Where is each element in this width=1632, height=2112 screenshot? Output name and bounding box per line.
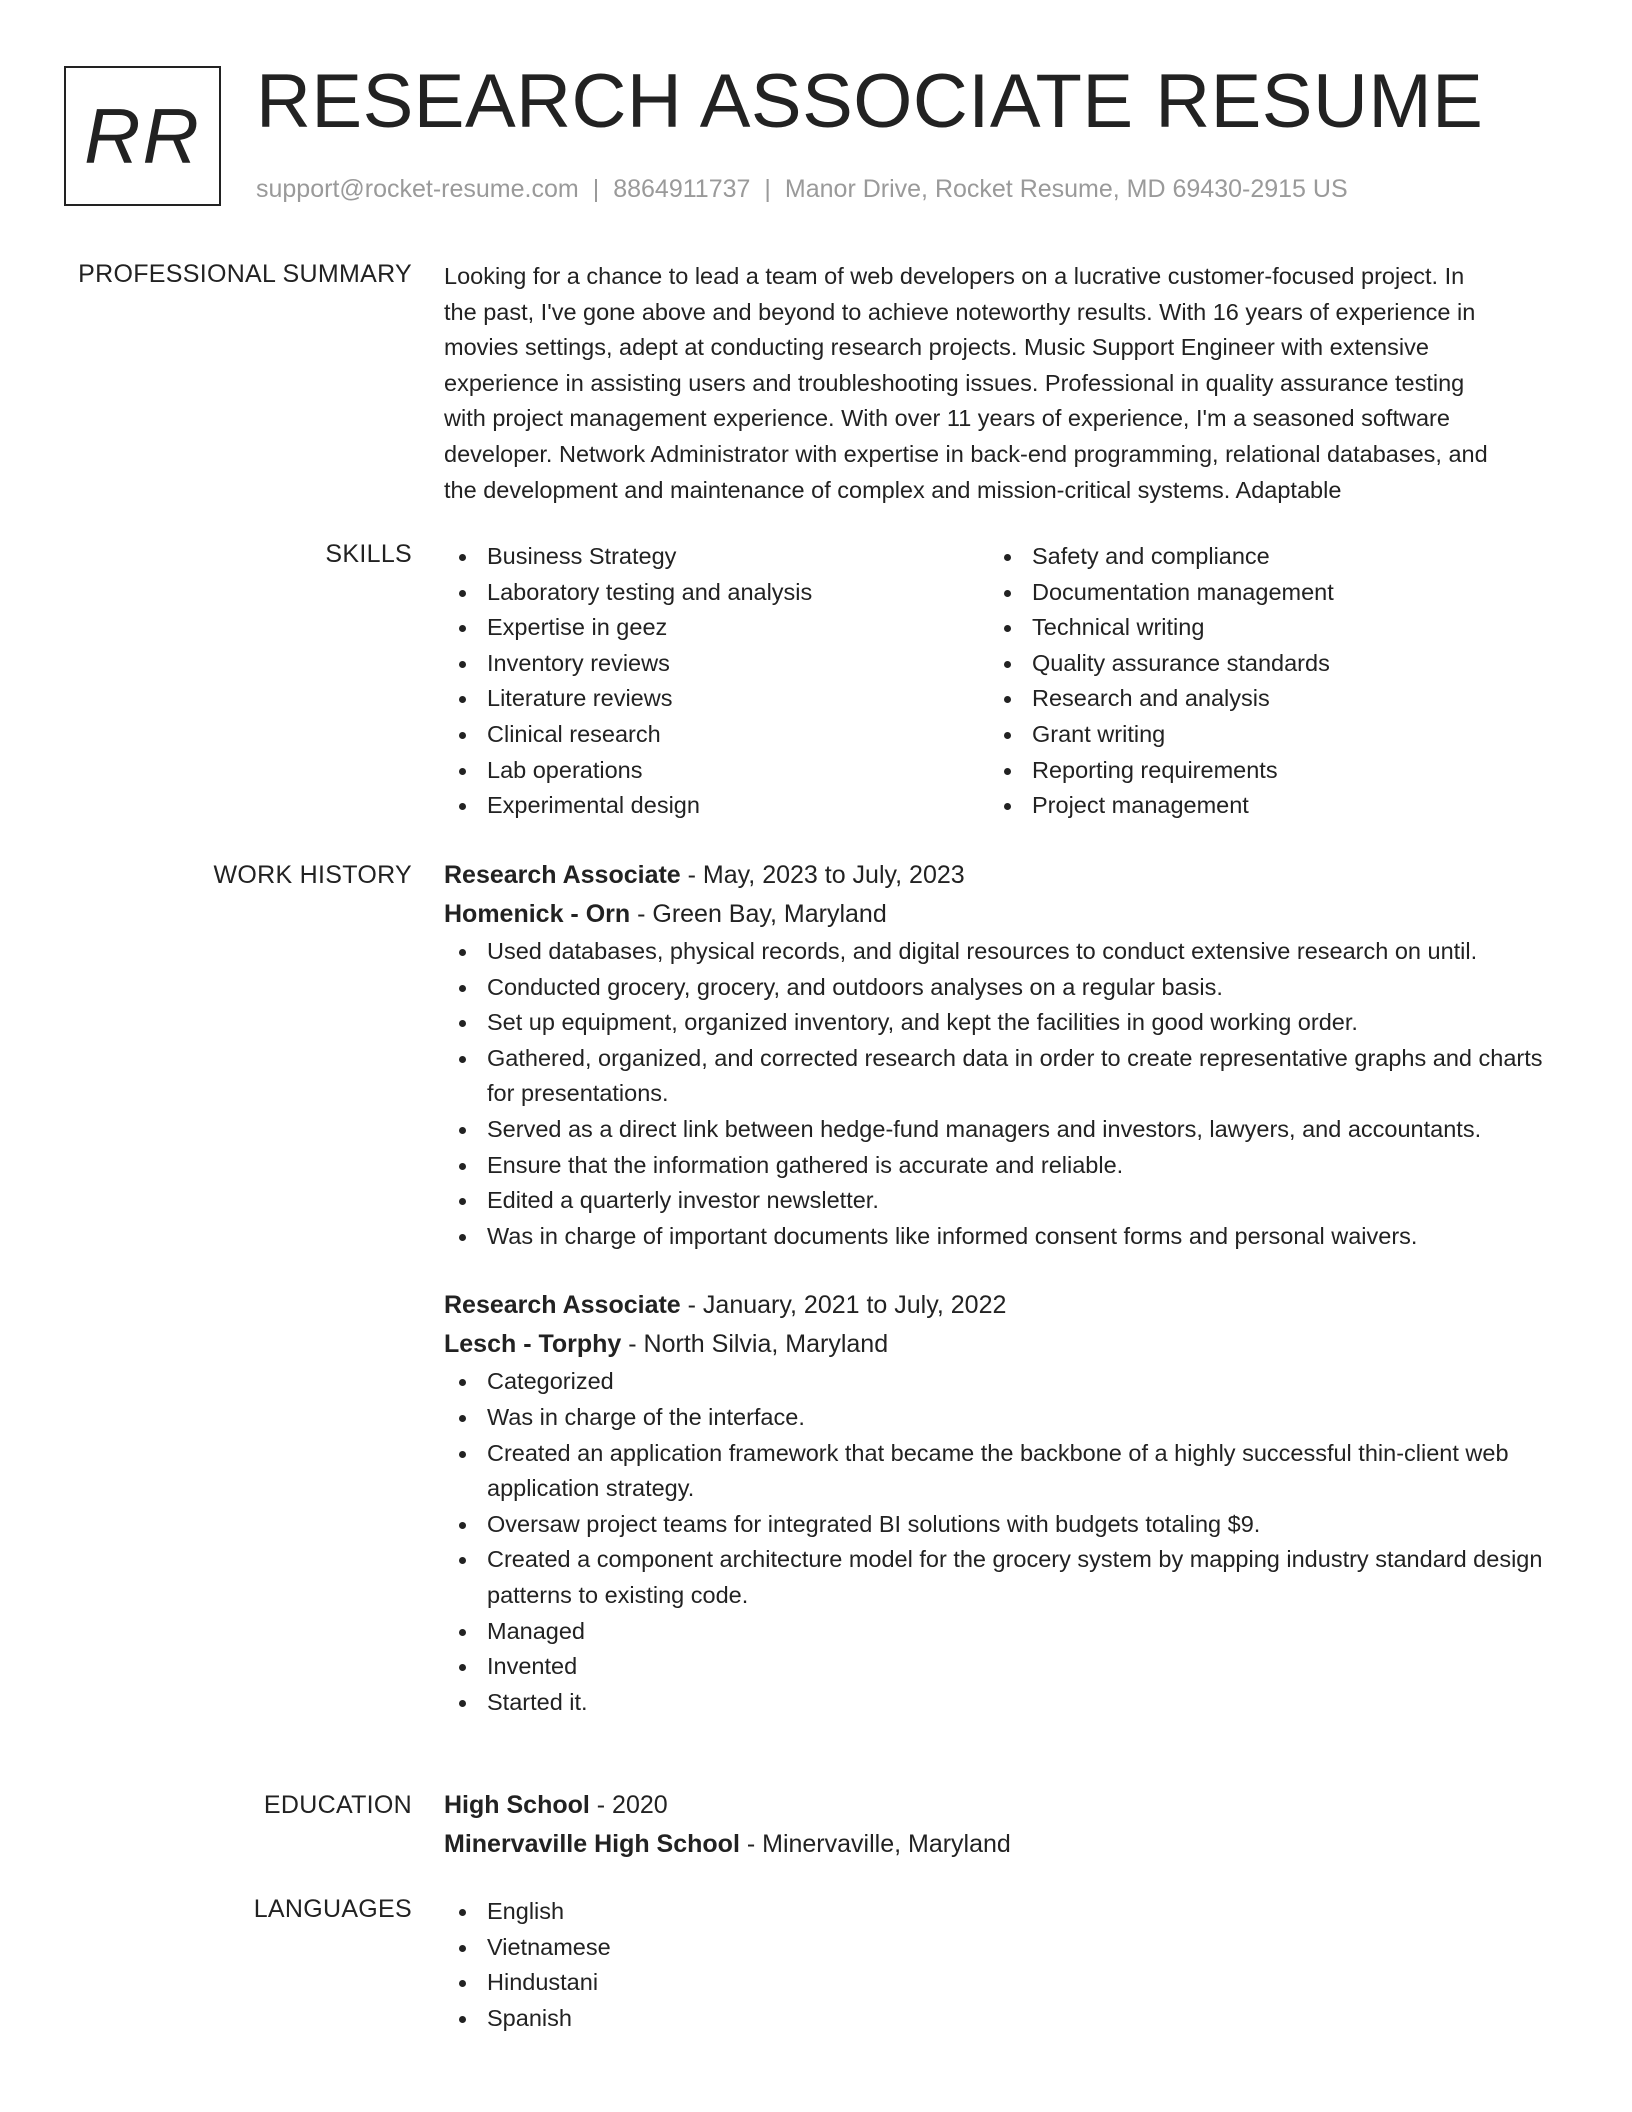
job-duty: Edited a quarterly investor newsletter. — [444, 1183, 1554, 1219]
job-duty: Set up equipment, organized inventory, and kept the facilities in good working order. — [444, 1005, 1554, 1041]
section-label-work-history: WORK HISTORY — [213, 861, 412, 889]
summary-line: with project management experience. With over 11 years of experience, I'm a seasoned software — [444, 405, 1450, 432]
job-duty: Ensure that the information gathered is accurate and reliable. — [444, 1148, 1554, 1184]
job-duty: Gathered, organized, and corrected research data in order to create representative graphs and charts for presentations. — [444, 1041, 1554, 1112]
job-duty: Was in charge of important documents like informed consent forms and personal waivers. — [444, 1219, 1554, 1255]
language-item: Spanish — [444, 2001, 1554, 2037]
contact-separator: | — [592, 175, 600, 203]
skill-item: Lab operations — [444, 753, 989, 789]
job-company: Homenick - Orn — [444, 900, 631, 928]
skill-item: Quality assurance standards — [989, 646, 1534, 682]
summary-line: the past, I've gone above and beyond to achieve noteworthy results. With 16 years of experience in — [444, 298, 1476, 325]
language-item: Vietnamese — [444, 1930, 1554, 1966]
education-year: - 2020 — [589, 1791, 668, 1819]
job-entry — [444, 1286, 1554, 1720]
job-duty: Invented — [444, 1649, 1554, 1685]
job-duty: Served as a direct link between hedge-fund managers and investors, lawyers, and accountants. — [444, 1112, 1554, 1148]
section-label-languages: LANGUAGES — [253, 1895, 412, 1923]
job-dates: - May, 2023 to July, 2023 — [680, 861, 965, 889]
job-duty: Started it. — [444, 1685, 1554, 1721]
section-label-education: EDUCATION — [263, 1791, 412, 1819]
skill-item: Expertise in geez — [444, 610, 989, 646]
skills-columns — [444, 539, 1554, 824]
languages-body — [444, 1894, 1554, 2036]
skill-item: Grant writing — [989, 717, 1534, 753]
monogram-logo — [64, 66, 221, 206]
languages-list — [444, 1894, 1554, 2036]
job-duties-list — [444, 934, 1554, 1254]
job-duties-list — [444, 1364, 1554, 1720]
job-duty: Categorized — [444, 1364, 1554, 1400]
education-location: - Minervaville, Maryland — [739, 1830, 1011, 1858]
job-duty: Used databases, physical records, and digital resources to conduct extensive research on until. — [444, 934, 1554, 970]
skill-item: Safety and compliance — [989, 539, 1534, 575]
job-duty: Conducted grocery, grocery, and outdoors analyses on a regular basis. — [444, 970, 1554, 1006]
resume-title: RESEARCH ASSOCIATE RESUME — [256, 59, 1484, 144]
job-company-line — [444, 895, 1554, 934]
skill-item: Research and analysis — [989, 681, 1534, 717]
job-company-line — [444, 1325, 1554, 1364]
job-title: Research Associate — [444, 861, 681, 889]
education-degree-line — [444, 1786, 1554, 1825]
skill-item: Literature reviews — [444, 681, 989, 717]
summary-line: developer. Network Administrator with expertise in back-end programming, relational databases, and — [444, 440, 1488, 467]
job-company: Lesch - Torphy — [444, 1330, 622, 1359]
contact-separator: | — [764, 175, 771, 203]
summary-text — [444, 259, 1554, 508]
summary-line: movies settings, adept at conducting research projects. Music Support Engineer with extensive — [444, 334, 1429, 361]
job-duty: Created an application framework that became the backbone of a highly successful thin-client web application strategy. — [444, 1436, 1554, 1507]
section-label-summary: PROFESSIONAL SUMMARY — [78, 260, 412, 288]
job-location: - Green Bay, Maryland — [630, 900, 887, 928]
contact-line — [256, 174, 1348, 204]
job-location: - North Silvia, Maryland — [621, 1330, 889, 1359]
language-item: Hindustani — [444, 1965, 1554, 2001]
skills-list-left — [444, 539, 989, 824]
summary-body — [444, 259, 1554, 508]
job-duty: Was in charge of the interface. — [444, 1400, 1554, 1436]
skill-item: Laboratory testing and analysis — [444, 575, 989, 611]
skills-body — [444, 539, 1554, 824]
language-item: English — [444, 1894, 1554, 1930]
job-duty: Created a component architecture model for the grocery system by mapping industry standard design patterns to existing code. — [444, 1542, 1554, 1613]
skill-item: Documentation management — [989, 575, 1534, 611]
summary-line: Looking for a chance to lead a team of web developers on a lucrative customer-focused project. In — [444, 263, 1465, 289]
job-duty: Managed — [444, 1614, 1554, 1650]
job-entry — [444, 856, 1554, 1254]
job-title-line — [444, 1286, 1554, 1325]
skill-item: Technical writing — [989, 610, 1534, 646]
education-school: Minervaville High School — [444, 1830, 740, 1858]
section-label-skills: SKILLS — [325, 540, 412, 568]
job-title-line — [444, 856, 1554, 895]
work-history-body — [444, 856, 1554, 1720]
job-duty: Oversaw project teams for integrated BI solutions with budgets totaling $9. — [444, 1507, 1554, 1543]
contact-phone: 8864911737 — [613, 175, 751, 203]
skills-list-right — [989, 539, 1534, 824]
skill-item: Clinical research — [444, 717, 989, 753]
education-degree: High School — [444, 1791, 590, 1819]
education-body — [444, 1786, 1554, 1864]
skill-item: Inventory reviews — [444, 646, 989, 682]
summary-line: the development and maintenance of complex and mission-critical systems. Adaptable — [444, 476, 1342, 503]
job-title: Research Associate — [444, 1291, 681, 1320]
skill-item: Project management — [989, 788, 1534, 824]
summary-line: experience in assisting users and troubleshooting issues. Professional in quality assurance testing — [444, 369, 1465, 396]
contact-address: Manor Drive, Rocket Resume, MD 69430-2915 US — [784, 175, 1348, 203]
job-dates: - January, 2021 to July, 2022 — [680, 1291, 1007, 1320]
education-school-line — [444, 1825, 1554, 1864]
skill-item: Reporting requirements — [989, 753, 1534, 789]
skill-item: Business Strategy — [444, 539, 989, 575]
monogram-text: RR — [84, 91, 201, 180]
skill-item: Experimental design — [444, 788, 989, 824]
contact-email: support@rocket-resume.com — [256, 175, 579, 203]
